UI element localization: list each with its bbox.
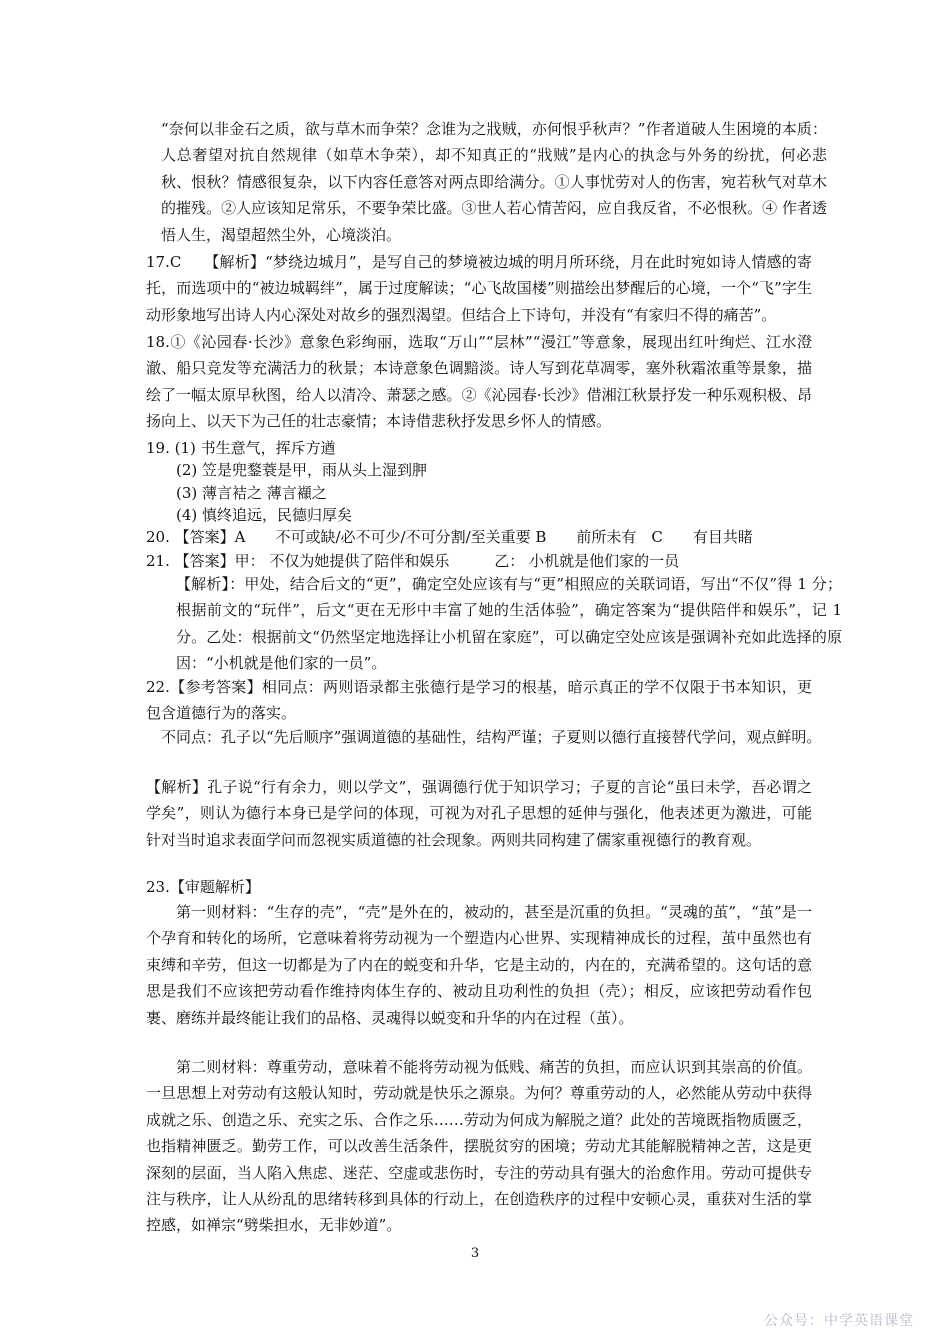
answer-22: 22.【参考答案】相同点：两则语录都主张德行是学习的根基，暗示真正的学不仅限于书本知识，更包含道德行为的落实。 bbox=[146, 678, 812, 723]
answer-22-difference: 不同点：孔子以“先后顺序”强调道德的基础性，结构严谨；子夏则以德行直接替代学问，观点鲜明。 bbox=[161, 728, 822, 746]
answer-16-text: “奈何以非金石之质，欲与草木而争荣？念谁为之戕贼，亦何恨乎秋声？”作者道破人生困境的本质：人总奢望对抗自然规律（如草木争荣），却不知真正的“戕贼”是内心的执念与外务的纷扰，何必悲秋、恨秋？情感很复杂，以下内容任意答对两点即给满分。①人事忧劳对人的伤害，宛若秋气对草木的摧残。②人应该知足常乐，不要争荣比盛。③世人若心情苦闷，应自我反省，不必恨秋。④ 作者透悟人生，渴望超然尘外，心境淡泊。 bbox=[161, 120, 827, 244]
answer-20: 20. 【答案】A 不可或缺/必不可少/不可分割/至关重要 B 前所未有 C 有目共睹 bbox=[146, 528, 753, 546]
answer-19-line-3: (3) 薄言袺之 薄言襭之 bbox=[176, 484, 327, 502]
answer-23-paragraph-1: 第一则材料：“生存的壳”，“壳”是外在的，被动的，甚至是沉重的负担。“灵魂的茧”，“茧”是一个孕育和转化的场所，它意味着将劳动视为一个塑造内心世界、实现精神成长的过程，茧中虽然也有束缚和辛劳，但这一切都是为了内在的蜕变和升华，它是主动的，内在的，充满希望的。这句话的意思是我们不应该把劳动看作维持肉体生存的、被动且功利性的负担（壳）；相反，应该把劳动看作包裹、磨练并最终能让我们的品格、灵魂得以蜕变和升华的内在过程（茧）。 bbox=[146, 903, 812, 1027]
answer-19-line-2: (2) 笠是兜鍪蓑是甲，雨从头上湿到胛 bbox=[176, 461, 428, 479]
answer-23-paragraph-2: 第二则材料：尊重劳动，意味着不能将劳动视为低贱、痛苦的负担，而应认识到其崇高的价值。一旦思想上对劳动有这般认知时，劳动就是快乐之源泉。为何？尊重劳动的人，必然能从劳动中获得成就之乐、创造之乐、充实之乐、合作之乐……劳动为何成为解脱之道？此处的苦境既指物质匮乏，也指精神匮乏。勤劳工作，可以改善生活条件，摆脱贫穷的困境；劳动尤其能解脱精神之苦，这是更深刻的层面，当人陷入焦虑、迷茫、空虚或悲伤时，专注的劳动具有强大的治愈作用。劳动可提供专注与秩序，让人从纷乱的思绪转移到具体的行动上，在创造秩序的过程中安顿心灵，重获对生活的掌控感，如禅宗“劈柴担水，无非妙道”。 bbox=[146, 1058, 812, 1235]
answer-23-heading: 23.【审题解析】 bbox=[146, 878, 260, 896]
answer-19-line-1: 19. (1) 书生意气，挥斥方遒 bbox=[146, 439, 336, 457]
answer-22-analysis: 【解析】孔子说“行有余力，则以学文”，强调德行优于知识学习；子夏的言论“虽曰未学，吾必谓之学矣”，则认为德行本身已是学问的体现，可视为对孔子思想的延伸与强化，他表述更为激进，可能针对当时追求表面学问而忽视实质道德的社会现象。两则共同构建了儒家重视德行的教育观。 bbox=[146, 778, 812, 849]
page-number: 3 bbox=[470, 1246, 480, 1261]
watermark: 公众号：中学英语课堂 bbox=[764, 1313, 914, 1329]
answer-17: 17.C 【解析】“梦绕边城月”，是写自己的梦境被边城的明月所环绕，月在此时宛如诗人情感的寄托，而选项中的“被边城羁绊”，属于过度解读；“心飞故国楼”则描绘出梦醒后的心境，一个“飞”字生动形象地写出诗人内心深处对故乡的强烈渴望。但结合上下诗句，并没有“有家归不得的痛苦”。 bbox=[146, 253, 812, 324]
answer-21: 21. 【答案】甲： 不仅为她提供了陪伴和娱乐 乙： 小机就是他们家的一员 bbox=[146, 552, 680, 570]
answer-18: 18.①《沁园春·长沙》意象色彩绚丽，选取“万山”“层林”“漫江”等意象，展现出红叶绚烂、江水澄澈、船只竞发等充满活力的秋景；本诗意象色调黯淡。诗人写到花草凋零，塞外秋霜浓重等景象，描绘了一幅太原早秋图，给人以清冷、萧瑟之感。②《沁园春·长沙》借湘江秋景抒发一种乐观积极、昂扬向上、以天下为己任的壮志豪情；本诗借悲秋抒发思乡怀人的情感。 bbox=[146, 333, 812, 431]
answer-21-analysis: 【解析】：甲处，结合后文的“更”，确定空处应该有与“更”相照应的关联词语，写出“不仅”得 1 分；根据前文的“玩伴”，后文“更在无形中丰富了她的生活体验”，确定答案为“提供陪伴和娱乐”，记 1 分。乙处：根据前文“仍然坚定地选择让小机留在家庭”，可以确定空处应该是强调补充如此选择的原因：“小机就是他们家的一员”。 bbox=[176, 575, 842, 673]
answer-19-line-4: (4) 慎终追远，民德归厚矣 bbox=[176, 506, 353, 524]
